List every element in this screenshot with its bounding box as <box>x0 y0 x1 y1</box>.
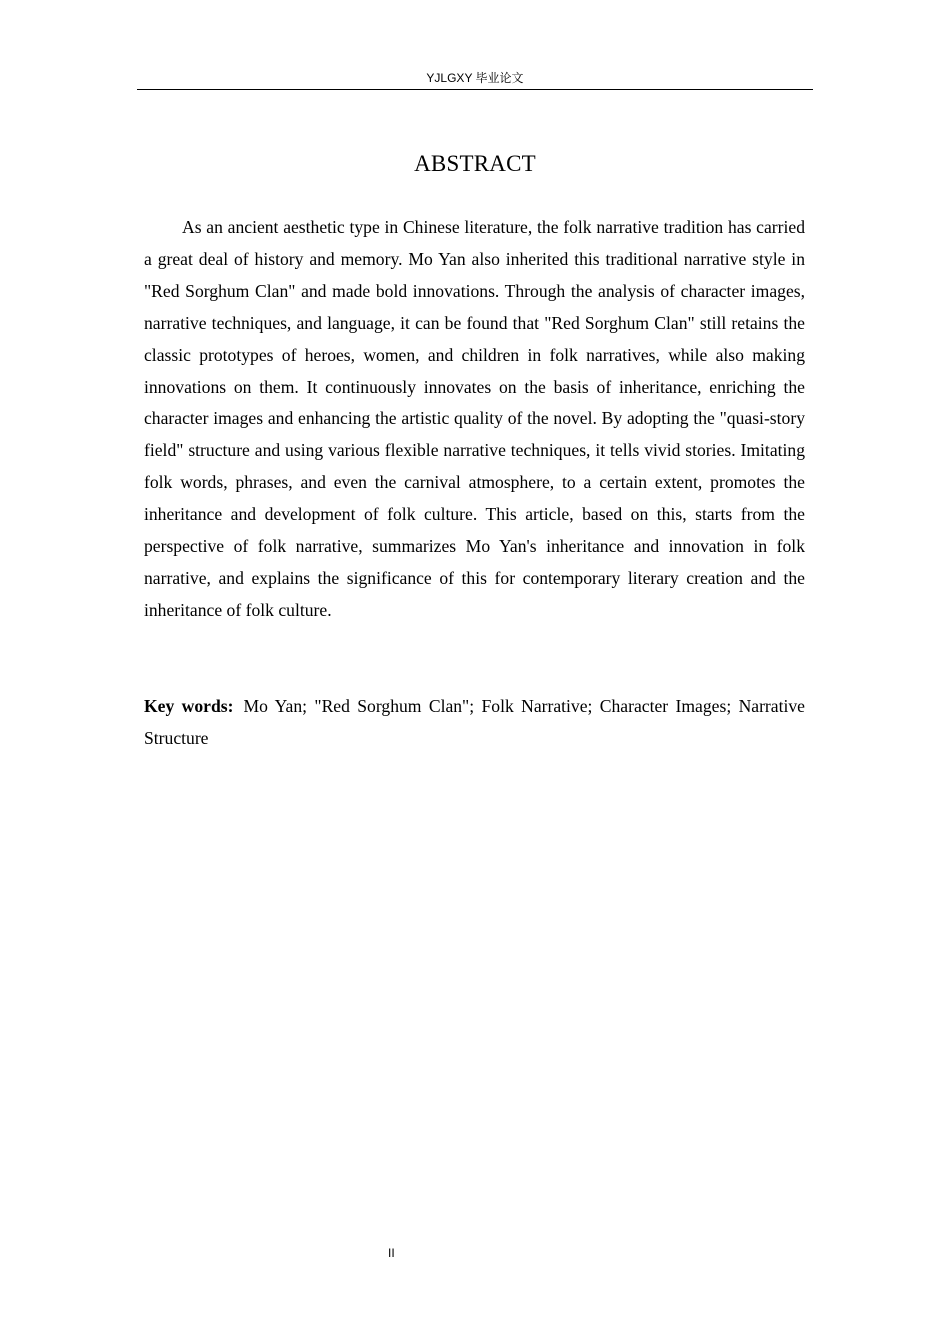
abstract-paragraph: As an ancient aesthetic type in Chinese literature, the folk narrative tradition has carried a great deal of history and memory. Mo Yan also inherited this traditional narrative style in "Red Sorghum Clan" and made bold innovations. Through the analysis of character images, narrative techniques, and language, it can be found that "Red Sorghum Clan" still retains the classic prototypes of heroes, women, and children in folk narratives, while also making innovations on them. It continuously innovates on the basis of inheritance, enriching the character images and enhancing the artistic quality of the novel. By adopting the "quasi-story field" structure and using various flexible narrative techniques, it tells vivid stories. Imitating folk words, phrases, and even the carnival atmosphere, to a certain extent, promotes the inheritance and development of folk culture. This article, based on this, starts from the perspective of folk narrative, summarizes Mo Yan's inheritance and innovation in folk narrative, and explains the significance of this for contemporary literary creation and the inheritance of folk culture. <box>144 217 805 620</box>
keywords-label: Key words: <box>144 696 234 716</box>
page-number: II <box>388 1246 395 1260</box>
abstract-title: ABSTRACT <box>414 151 536 176</box>
running-header: YJLGXY 毕业论文 <box>137 70 813 90</box>
keywords-paragraph <box>144 690 805 754</box>
keywords-text: Mo Yan; "Red Sorghum Clan"; Folk Narrative; Character Images; Narrative Structure <box>144 696 805 748</box>
